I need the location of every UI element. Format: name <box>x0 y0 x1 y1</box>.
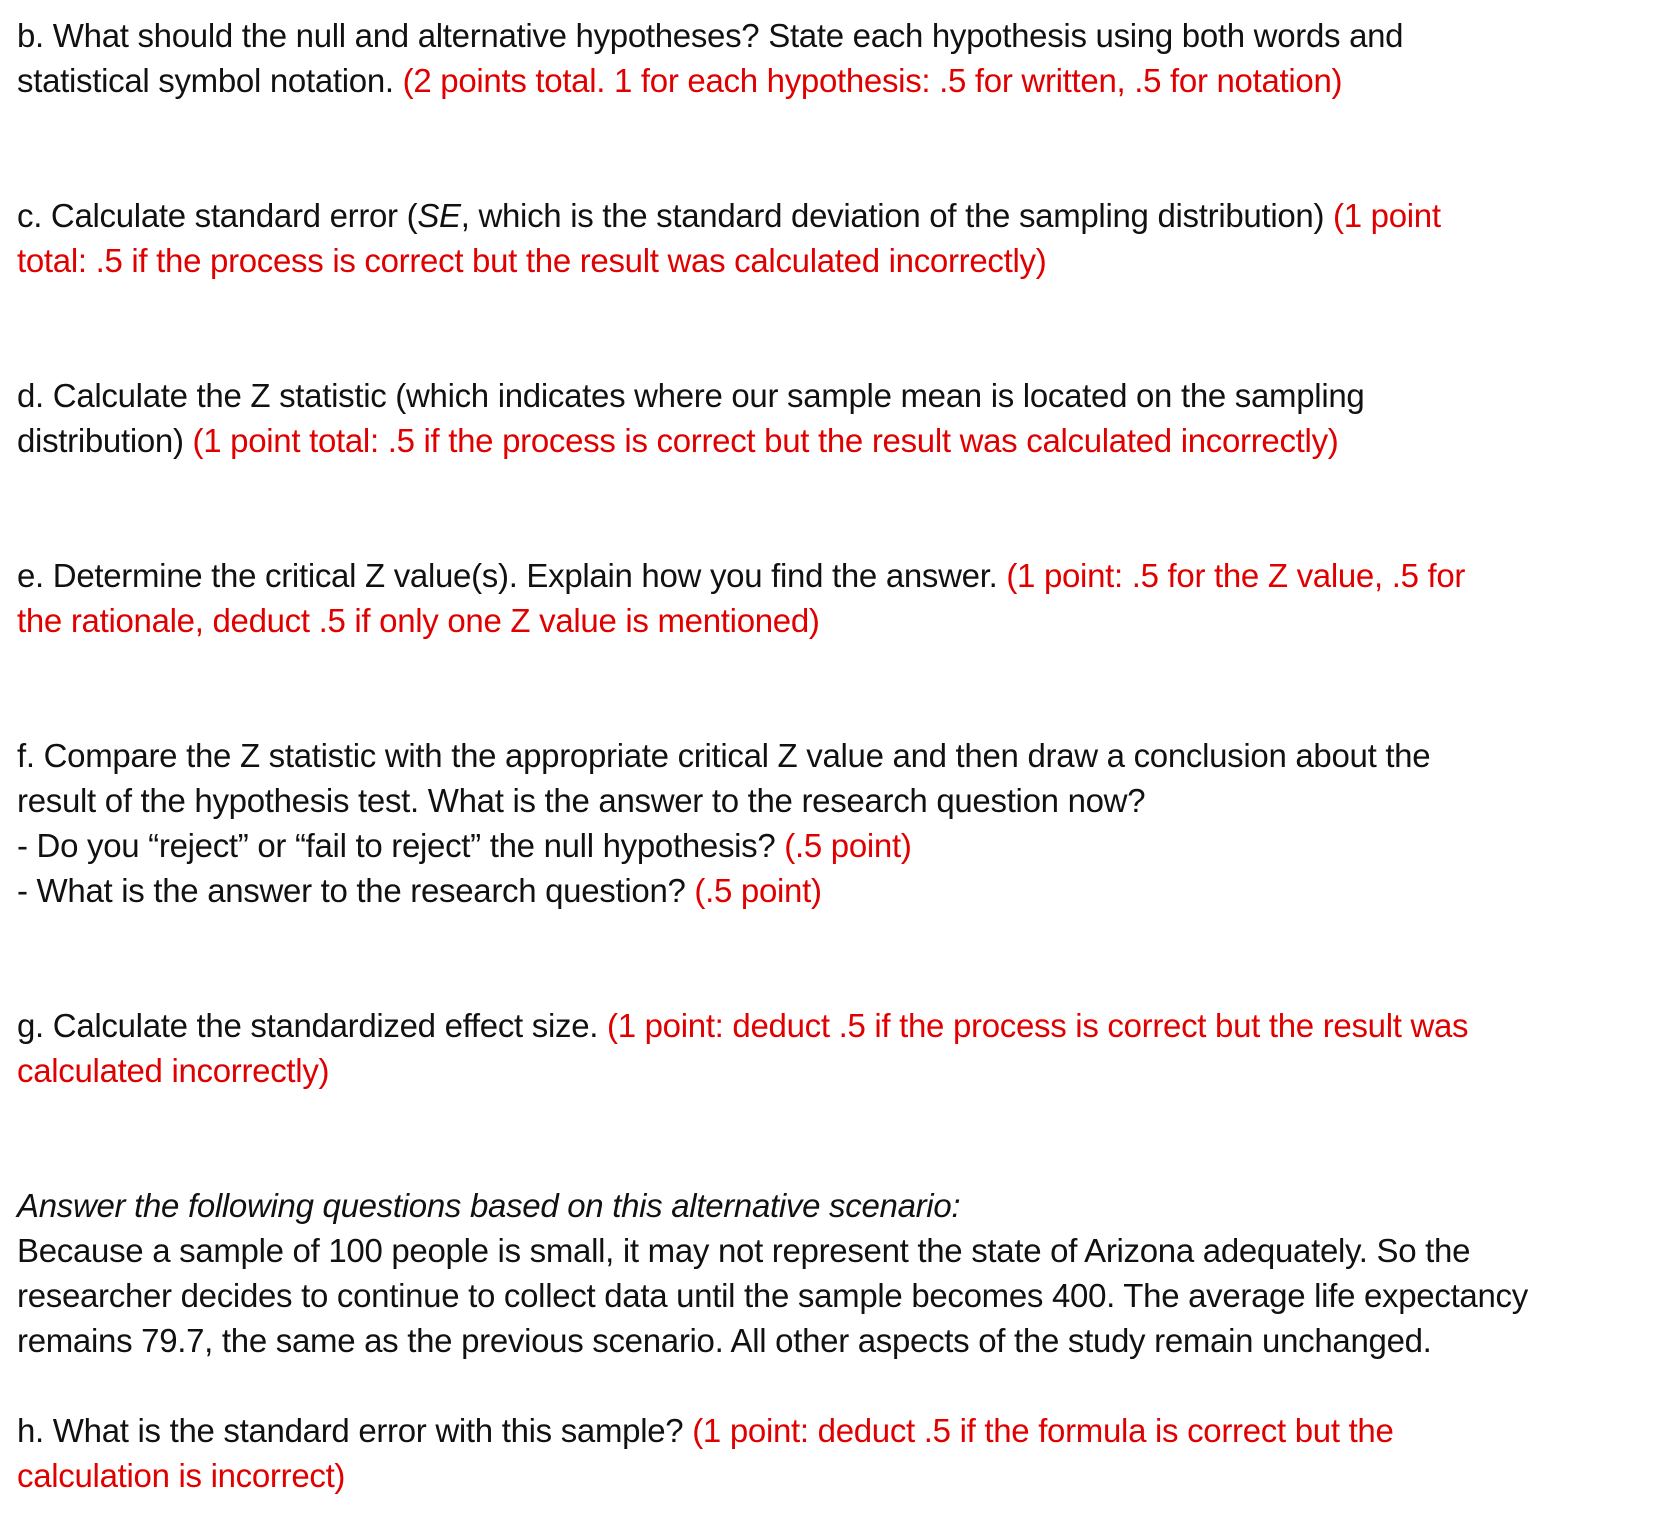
question-f-reject-text: - Do you “reject” or “fail to reject” the null hypothesis? <box>17 827 785 864</box>
question-f-line-3 <box>17 823 1637 868</box>
question-f-answer-text: - What is the answer to the research question? <box>17 872 695 909</box>
question-b-text: statistical symbol notation. <box>17 62 403 99</box>
question-c-points-start: (1 point <box>1333 197 1441 234</box>
question-e <box>17 553 1637 643</box>
question-g-points-end: calculated incorrectly) <box>17 1052 330 1089</box>
question-h-text: h. What is the standard error with this sample? <box>17 1412 693 1449</box>
alternative-scenario <box>17 1183 1637 1363</box>
question-b-line-2 <box>17 58 1637 103</box>
question-f-line-4 <box>17 868 1637 913</box>
question-f-reject-points: (.5 point) <box>784 827 912 864</box>
question-h-points-start: (1 point: deduct .5 if the formula is correct but the <box>692 1412 1394 1449</box>
question-b-points: (2 points total. 1 for each hypothesis: .5 for written, .5 for notation) <box>402 62 1343 99</box>
question-h-line-1 <box>17 1408 1637 1453</box>
scenario-line-1: Because a sample of 100 people is small, it may not represent the state of Arizona adequately. So the <box>17 1232 1471 1269</box>
question-e-line-1 <box>17 553 1637 598</box>
question-c-points-end: total: .5 if the process is correct but the result was calculated incorrectly) <box>17 242 1047 279</box>
question-c-line-1 <box>17 193 1637 238</box>
question-f-answer-points: (.5 point) <box>694 872 822 909</box>
question-b <box>17 13 1637 103</box>
question-e-text: e. Determine the critical Z value(s). Explain how you find the answer. <box>17 557 1007 594</box>
question-d-line-2 <box>17 418 1637 463</box>
question-c-se-abbrev: SE <box>417 197 461 234</box>
question-g-line-1 <box>17 1003 1637 1048</box>
question-e-points-end: the rationale, deduct .5 if only one Z value is mentioned) <box>17 602 820 639</box>
question-f-line-1: f. Compare the Z statistic with the appropriate critical Z value and then draw a conclusion about the <box>17 737 1431 774</box>
question-g-points-start: (1 point: deduct .5 if the process is correct but the result was <box>607 1007 1469 1044</box>
question-g <box>17 1003 1637 1093</box>
question-f-line-2: result of the hypothesis test. What is the answer to the research question now? <box>17 782 1146 819</box>
question-d-points: (1 point total: .5 if the process is correct but the result was calculated incorrectly) <box>192 422 1339 459</box>
question-d-text: distribution) <box>17 422 193 459</box>
question-f <box>17 733 1637 913</box>
question-g-text: g. Calculate the standardized effect size. <box>17 1007 608 1044</box>
scenario-line-2: researcher decides to continue to collect data until the sample becomes 400. The average life expectancy <box>17 1277 1528 1314</box>
question-d <box>17 373 1637 463</box>
scenario-heading: Answer the following questions based on this alternative scenario: <box>17 1187 961 1224</box>
question-c <box>17 193 1637 283</box>
question-h-points-end: calculation is incorrect) <box>17 1457 346 1494</box>
question-b-line-1: b. What should the null and alternative hypotheses? State each hypothesis using both words and <box>17 17 1404 54</box>
question-c-text-a: c. Calculate standard error ( <box>17 197 418 234</box>
question-d-line-1: d. Calculate the Z statistic (which indicates where our sample mean is located on the sampling <box>17 377 1365 414</box>
scenario-line-3: remains 79.7, the same as the previous scenario. All other aspects of the study remain unchanged. <box>17 1322 1432 1359</box>
question-c-text-b: , which is the standard deviation of the sampling distribution) <box>460 197 1334 234</box>
question-h <box>17 1408 1637 1498</box>
question-e-points-start: (1 point: .5 for the Z value, .5 for <box>1006 557 1466 594</box>
